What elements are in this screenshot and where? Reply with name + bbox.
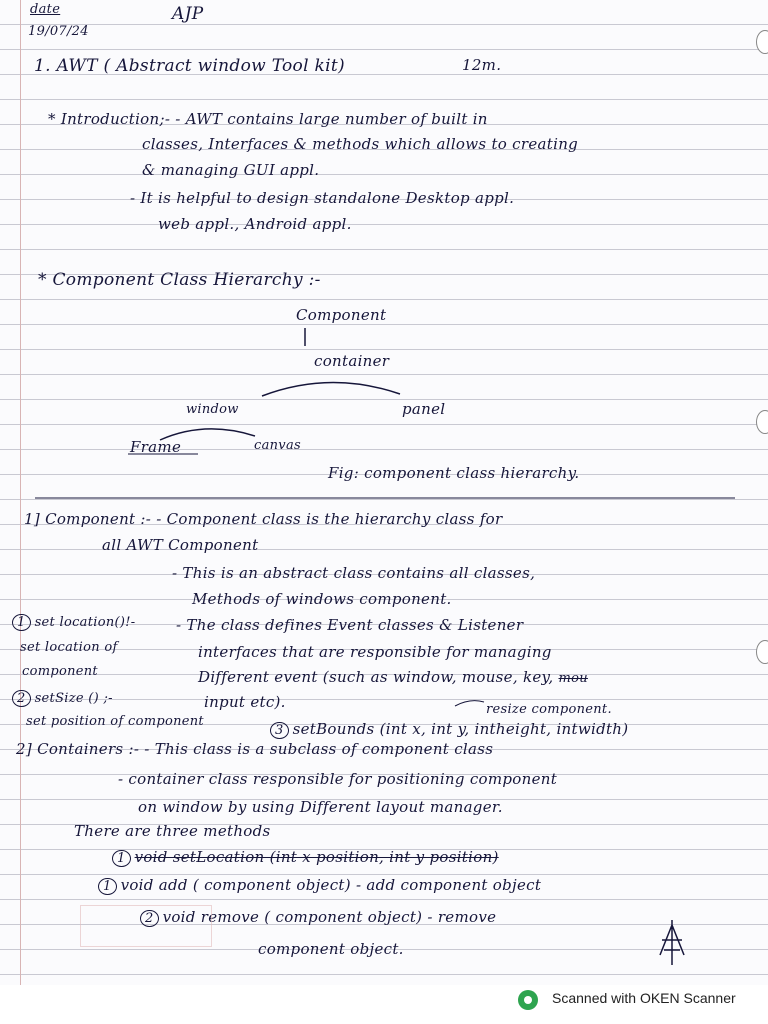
diagram-node-frame: Frame <box>130 438 182 456</box>
date-value: 19/07/24 <box>28 24 89 39</box>
intro-line: web appl., Android appl. <box>158 215 352 233</box>
event-line: - The class defines Event classes & Listener <box>176 616 524 634</box>
circled-number: 2 <box>140 910 159 927</box>
diagram-node-canvas: canvas <box>254 438 301 453</box>
method-remove-cont: component object. <box>258 940 404 958</box>
diagram-node-panel: panel <box>402 400 446 418</box>
intro-line: & managing GUI appl. <box>142 161 320 179</box>
intro-heading: * Introduction;- - AWT contains large number of built in <box>48 110 488 128</box>
setlocation-text: set location()!- <box>34 615 136 630</box>
intro-line: classes, Interfaces & methods which allows to creating <box>142 135 579 153</box>
setsize-desc: set position of component <box>26 714 204 729</box>
method-struck-text: void setLocation (int x position, int y position) <box>134 848 499 866</box>
event-line: input etc). <box>204 693 286 711</box>
date-label: date <box>30 2 61 17</box>
scanner-watermark: Scanned with OKEN Scanner <box>552 990 736 1006</box>
diagram-node-component: Component <box>296 306 387 324</box>
container-line: on window by using Different layout manager. <box>138 798 503 816</box>
component-line: Methods of windows component. <box>192 590 452 608</box>
setsize-text: setSize () ;- <box>34 691 113 706</box>
marks: 12m. <box>462 56 502 74</box>
diagram-caption: Fig: component class hierarchy. <box>328 464 580 482</box>
circled-number: 1 <box>12 614 31 631</box>
oken-logo-icon <box>518 990 538 1010</box>
component-heading: 1] Component :- - Component class is the hierarchy class for <box>24 510 503 528</box>
circled-number: 1 <box>112 850 131 867</box>
method-remove-text: void remove ( component object) - remove <box>162 908 497 926</box>
component-line: all AWT Component <box>102 536 259 554</box>
diagram-node-container: container <box>314 352 390 370</box>
subject-label: AJP <box>172 4 204 24</box>
event-line-text: Different event (such as window, mouse, key, <box>198 668 554 686</box>
struck-word: mou <box>558 671 588 686</box>
component-line: - This is an abstract class contains all classes, <box>172 564 536 582</box>
resize-note: resize component. <box>486 702 612 717</box>
diagram-node-window: window <box>186 402 239 417</box>
circled-number: 2 <box>12 690 31 707</box>
container-line: - container class responsible for positioning component <box>118 770 558 788</box>
setbounds-text: setBounds (int x, int y, intheight, intwidth) <box>292 720 629 738</box>
setlocation-desc: component <box>22 664 98 679</box>
container-heading: 2] Containers :- - This class is a subclass of component class <box>16 740 494 758</box>
intro-line: - It is helpful to design standalone Desktop appl. <box>130 189 515 207</box>
setlocation-desc: set location of <box>20 640 118 655</box>
hierarchy-heading: * Component Class Hierarchy :- <box>38 270 321 290</box>
page-title: 1. AWT ( Abstract window Tool kit) <box>34 56 345 76</box>
method-add-text: void add ( component object) - add component object <box>120 876 542 894</box>
circled-number: 1 <box>98 878 117 895</box>
circled-number: 3 <box>270 722 289 739</box>
methods-intro: There are three methods <box>74 822 271 840</box>
event-line: interfaces that are responsible for managing <box>198 643 552 661</box>
